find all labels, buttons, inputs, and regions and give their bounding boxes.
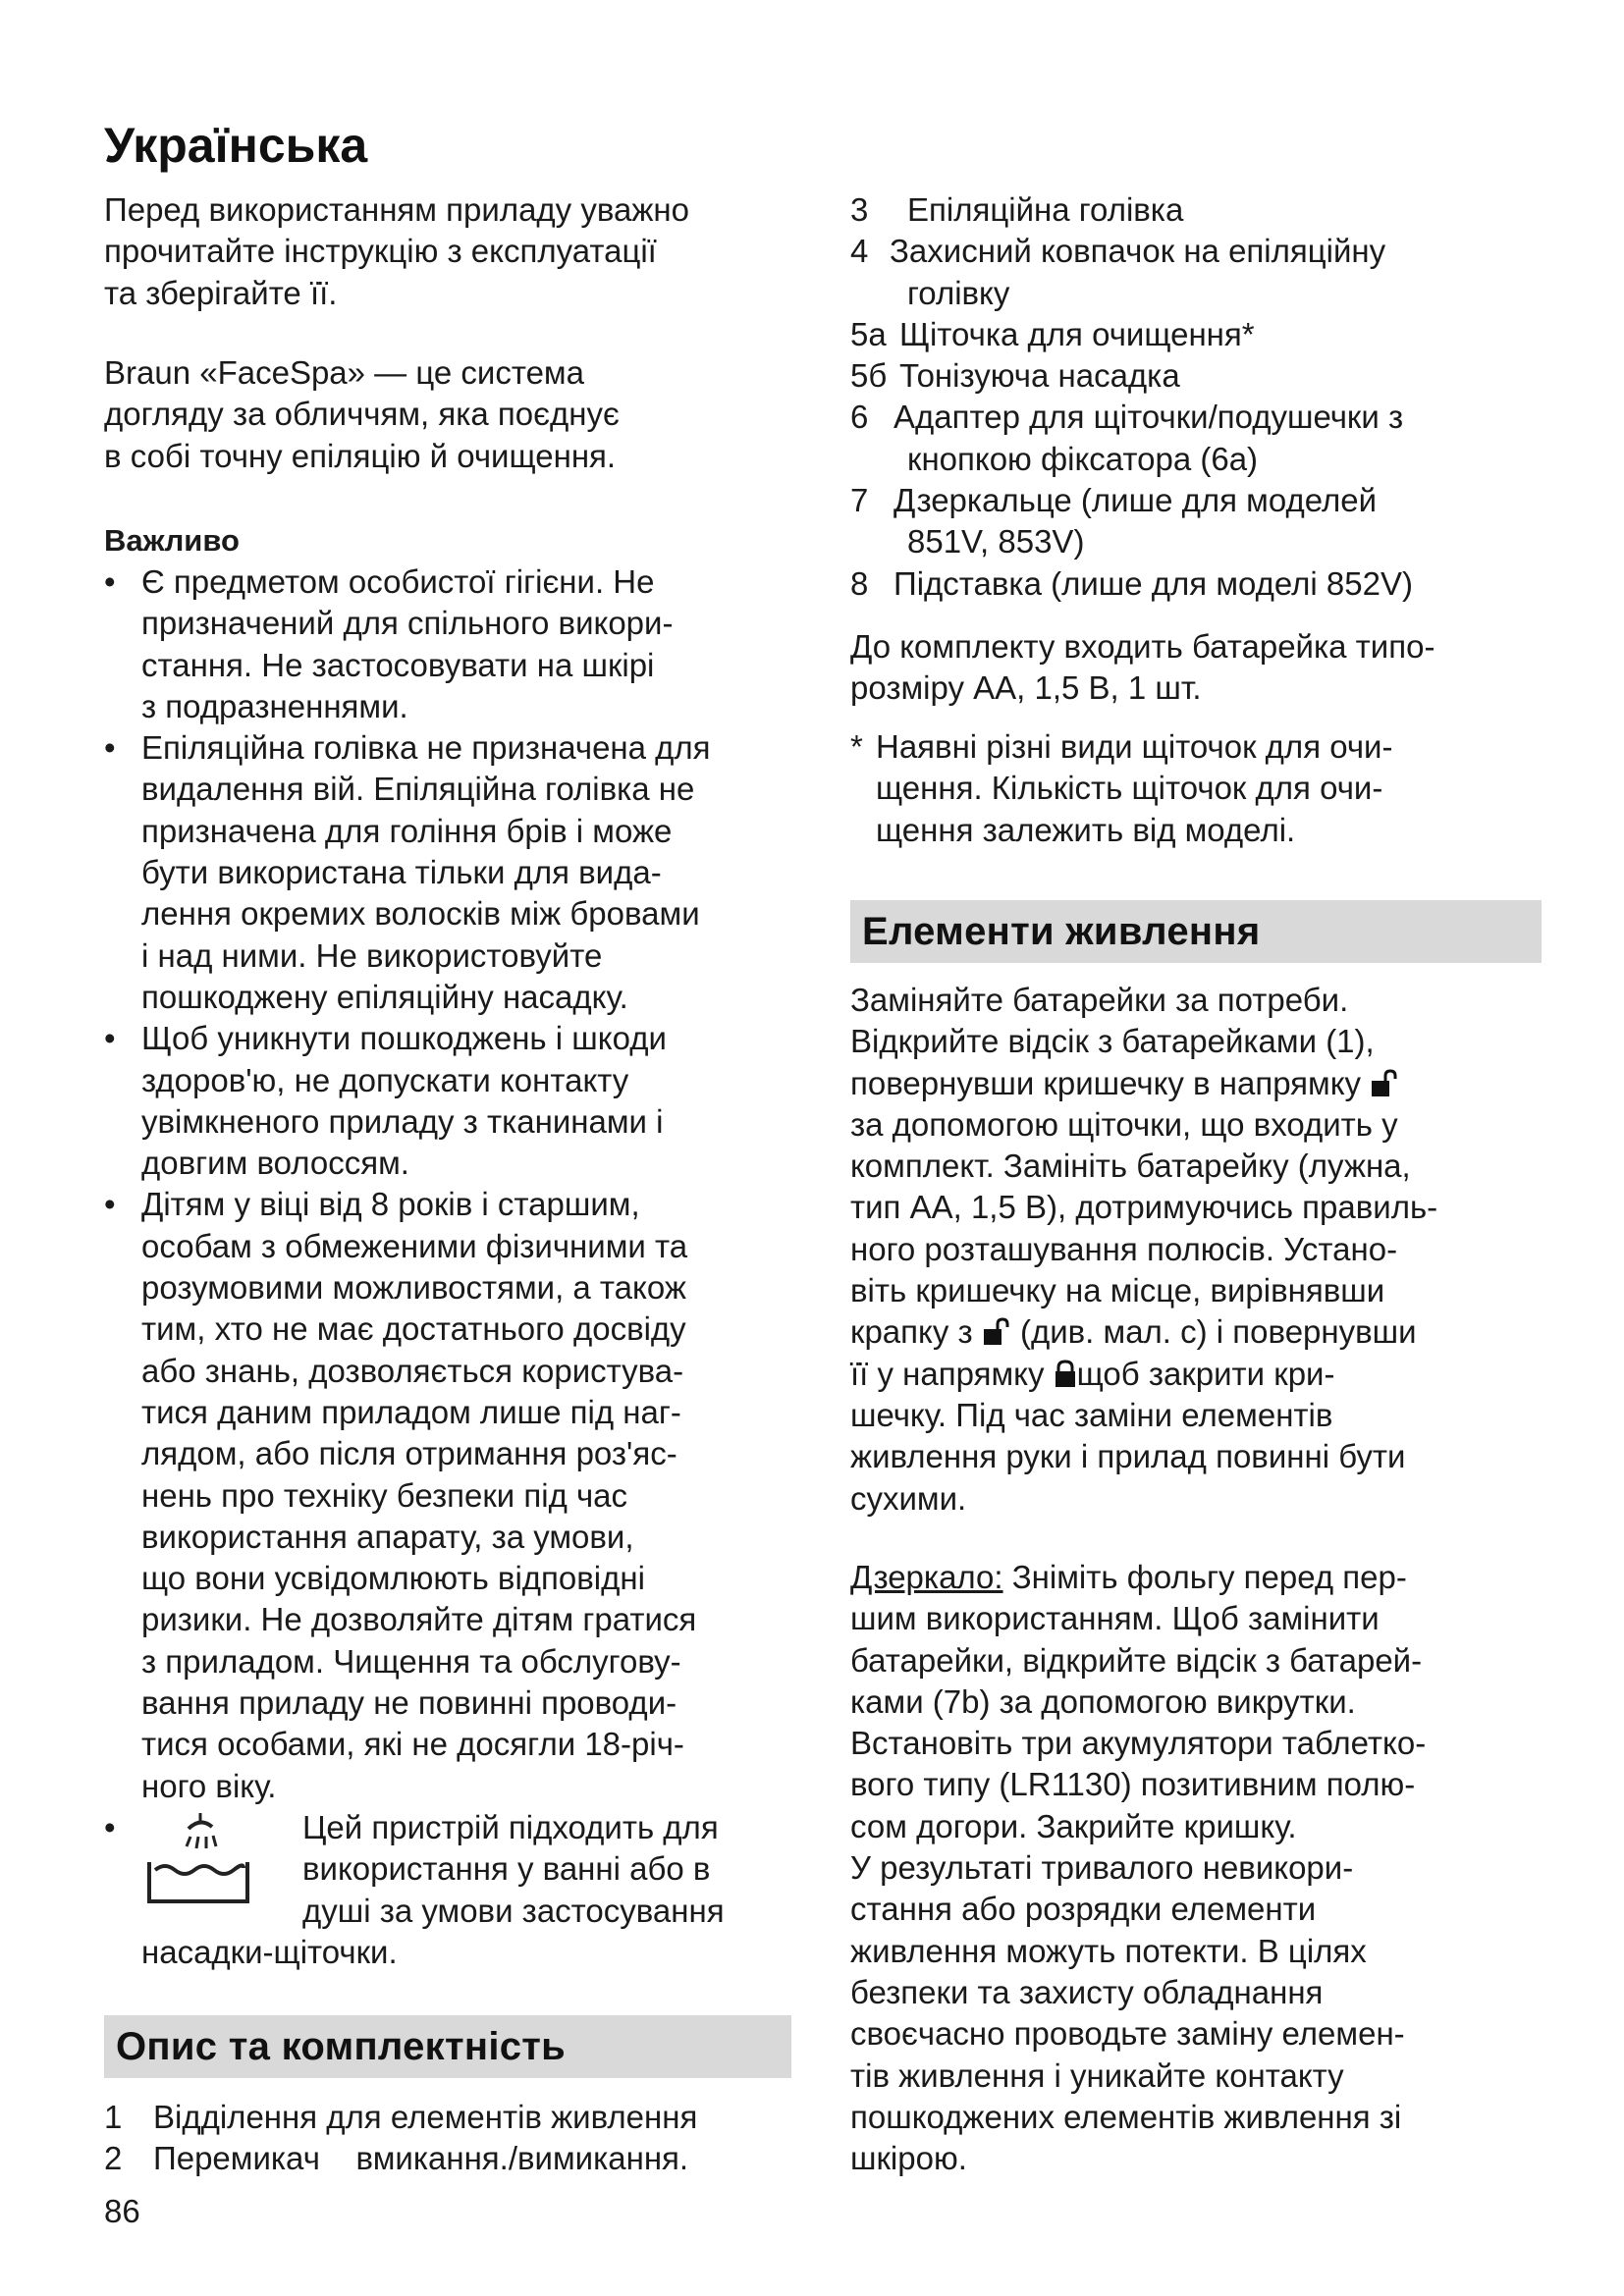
text-line: догляду за обличчям, яка поєднує <box>104 396 620 433</box>
list-item <box>850 480 1542 563</box>
text-fragment: (див. мал. c) і повернувши <box>1019 1313 1417 1351</box>
text-line: ного віку. <box>141 1767 277 1804</box>
text-line: призначений для спільного викори- <box>141 605 674 642</box>
item-number: 3 <box>850 191 869 228</box>
text-line: Дзеркальце (лише для моделей <box>893 482 1378 519</box>
text-line: бути використана тільки для вида- <box>141 854 662 891</box>
bullet-mark: • <box>104 563 116 600</box>
text-line: в собі точну епіляцію й очищення. <box>104 437 617 474</box>
text-line: лення окремих волосків між бровами <box>141 895 700 933</box>
text-line: Підставка (лише для моделі 852V) <box>893 564 1413 602</box>
text-line <box>850 1354 1542 1395</box>
text-line: сухими. <box>850 1479 967 1517</box>
important-heading: Важливо <box>104 523 240 558</box>
text-line: видалення вій. Епіляційна голівка не <box>141 771 695 808</box>
section-heading: Опис та комплектність <box>116 2024 567 2068</box>
text-line: душі за умови застосування <box>302 1892 725 1929</box>
description-list-right <box>850 189 1542 605</box>
text-line: використання апарату, за умови, <box>141 1518 634 1555</box>
list-item <box>850 355 1542 397</box>
text-line: Щоб уникнути пошкоджень і шкоди <box>141 1020 667 1057</box>
text-line: шкірою. <box>850 2140 967 2177</box>
item-number: 1 <box>104 2099 123 2135</box>
text-line: особам з обмеженими фізичними та <box>141 1227 688 1264</box>
list-item <box>850 397 1542 480</box>
text-line: вання приладу не повинні проводи- <box>141 1684 677 1722</box>
bullet-mark: • <box>104 729 116 767</box>
text-line: живлення можуть потекти. В цілях <box>850 1932 1367 1969</box>
page-title: Українська <box>104 118 368 173</box>
bullet-item <box>104 727 791 1018</box>
text-line: голівку <box>907 274 1010 311</box>
bullet-item <box>104 561 791 727</box>
text-line: розміру AA, 1,5 В, 1 шт. <box>850 669 1202 707</box>
battery-note <box>850 626 1542 710</box>
section-header-power <box>850 900 1542 963</box>
text-line: У результаті тривалого невикори- <box>850 1849 1354 1887</box>
text-line: Є предметом особистої гігієни. Не <box>141 563 655 600</box>
bullet-mark: • <box>104 1808 116 1845</box>
text-line: з подразненнями. <box>141 687 408 724</box>
footnote <box>850 726 1567 851</box>
text-line: що вони усвідомлюють відповідні <box>141 1560 645 1597</box>
text-line: комплект. Замініть батарейку (лужна, <box>850 1148 1411 1185</box>
text-line: живлення руки і прилад повинні бути <box>850 1438 1406 1475</box>
text-line: батарейки, відкрийте відсік з батарей- <box>850 1641 1423 1679</box>
list-item <box>850 314 1542 355</box>
unlock-icon <box>982 1317 1011 1347</box>
text-line: безпеки та захисту обладнання <box>850 1973 1324 2010</box>
list-item <box>850 231 1542 314</box>
text-line: нень про техніку безпеки під час <box>141 1476 628 1514</box>
text-line: пошкоджених елементів живлення зі <box>850 2098 1402 2135</box>
text-fragment: її у напрямку <box>850 1355 1045 1392</box>
mirror-label: Дзеркало: <box>850 1559 1003 1595</box>
list-item <box>850 563 1542 605</box>
intro-paragraph-1 <box>104 189 689 314</box>
text-line: 851V, 853V) <box>907 523 1085 561</box>
bullet-item <box>104 1184 791 1806</box>
text-line: Braun «FaceSpa» — це система <box>104 354 584 391</box>
text-line: стання або розрядки елементи <box>850 1891 1317 1928</box>
item-text: Перемикач вмикання./вимикання. <box>153 2140 689 2177</box>
footnote-mark: * <box>850 728 863 765</box>
text-line: розумовими можливостями, а також <box>141 1269 686 1307</box>
text-line: призначена для гоління брів і може <box>141 812 673 849</box>
text-line: кнопкою фіксатора (6a) <box>907 440 1259 477</box>
text-line: довгим волоссям. <box>141 1145 409 1182</box>
item-number: 5a <box>850 315 887 352</box>
text-fragment: повернувши кришечку в напрямку <box>850 1064 1362 1101</box>
text-line: Епіляційна голівка <box>907 191 1184 228</box>
text-line: ного розташування полюсів. Устано- <box>850 1230 1398 1267</box>
item-number: 8 <box>850 564 869 602</box>
bullet-mark: • <box>104 1020 116 1057</box>
text-line: увімкненого приладу з тканинами і <box>141 1102 664 1140</box>
section-heading: Елементи живлення <box>862 909 1261 953</box>
text-line: Епіляційна голівка не призначена для <box>141 729 711 767</box>
text-line: лядом, або після отримання роз'яс- <box>141 1435 677 1472</box>
text-line: і над ними. Не використовуйте <box>141 936 603 974</box>
text-line: Наявні різні види щіточок для очи- <box>876 728 1393 765</box>
text-line: за допомогою щіточки, що входить у <box>850 1105 1398 1143</box>
unlock-icon <box>1370 1069 1399 1098</box>
text-line: Цей пристрій підходить для <box>302 1808 719 1845</box>
section-header-description <box>104 2015 791 2078</box>
text-line: щення залежить від моделі. <box>876 811 1296 848</box>
text-line: з приладом. Чищення та обслугову- <box>141 1642 681 1680</box>
text-line: тим, хто не має достатнього досвіду <box>141 1310 686 1348</box>
list-item <box>104 2138 791 2179</box>
item-text: Відділення для елементів живлення <box>153 2099 698 2135</box>
text-line: прочитайте інструкцію з експлуатації <box>104 233 657 270</box>
item-number: 6 <box>850 399 869 436</box>
text-line: Відкрийте відсік з батарейками (1), <box>850 1023 1375 1060</box>
important-section <box>104 520 791 1973</box>
text-line: своєчасно проводьте заміну елемен- <box>850 2015 1405 2053</box>
text-line <box>850 1311 1542 1353</box>
list-item <box>850 189 1542 231</box>
text-line: Встановіть три акумулятори таблетко- <box>850 1725 1427 1762</box>
right-column <box>850 0 1542 2177</box>
intro-paragraph-2 <box>104 352 620 477</box>
text-line: ризики. Не дозволяйте дітям гратися <box>141 1601 697 1638</box>
text-line: та зберігайте її. <box>104 274 338 311</box>
item-number: 7 <box>850 482 869 519</box>
item-number: 4 <box>850 233 869 270</box>
bullet-mark: • <box>104 1186 116 1223</box>
text-line: віть кришечку на місце, вирівнявши <box>850 1272 1385 1309</box>
text-line: використання у ванні або в <box>302 1850 711 1888</box>
list-item <box>104 2097 791 2138</box>
text-line: Захисний ковпачок на епіляційну <box>890 233 1386 270</box>
text-fragment: Зніміть фольгу перед пер- <box>1011 1559 1407 1595</box>
text-line: Тонізуюча насадка <box>899 357 1180 395</box>
text-fragment: щоб закрити кри- <box>1076 1355 1335 1392</box>
text-line <box>850 1063 1542 1104</box>
bullet-item <box>104 1018 791 1184</box>
bath-shower-icon <box>141 1811 255 1909</box>
text-line: Щіточка для очищення* <box>899 315 1255 352</box>
text-line: Заміняйте батарейки за потреби. <box>850 982 1349 1018</box>
mirror-paragraph <box>850 1557 1542 2179</box>
text-line: шим використанням. Щоб замінити <box>850 1600 1380 1637</box>
text-line: насадки-щіточки. <box>141 1933 398 1970</box>
text-fragment: крапку з <box>850 1313 973 1351</box>
text-line: Адаптер для щіточки/подушечки з <box>893 399 1404 436</box>
text-line: пошкоджену епіляційну насадку. <box>141 978 628 1015</box>
text-line: Перед використанням приладу уважно <box>104 191 690 228</box>
text-line: стання. Не застосовувати на шкірі <box>141 646 655 683</box>
text-line: вого типу (LR1130) позитивним полю- <box>850 1766 1416 1803</box>
text-line: тися особами, які не досягли 18-річ- <box>141 1726 684 1763</box>
text-line: здоров'ю, не допускати контакту <box>141 1061 629 1098</box>
text-line: шечку. Під час заміни елементів <box>850 1396 1333 1433</box>
item-number: 5б <box>850 357 888 395</box>
text-line: До комплекту входить батарейка типо- <box>850 628 1435 665</box>
text-line: тип AA, 1,5 В), дотримуючись правиль- <box>850 1189 1438 1226</box>
text-line: Дітям у віці від 8 років і старшим, <box>141 1186 640 1223</box>
lock-icon <box>1054 1360 1077 1389</box>
text-line: тися даним приладом лише під наг- <box>141 1393 681 1430</box>
text-line: ками (7b) за допомогою викрутки. <box>850 1682 1356 1720</box>
page-number: 86 <box>104 2193 140 2229</box>
item-number: 2 <box>104 2140 123 2177</box>
text-line <box>850 1557 1542 1598</box>
power-paragraph <box>850 980 1542 1520</box>
bath-bullet-item <box>104 1807 791 1973</box>
text-line: сом догори. Закрийте кришку. <box>850 1807 1297 1844</box>
text-line: тів живлення і уникайте контакту <box>850 2056 1344 2094</box>
text-line: або знань, дозволяється користува- <box>141 1352 684 1389</box>
text-line: щення. Кількість щіточок для очи- <box>876 770 1383 807</box>
description-list-left <box>104 2097 791 2180</box>
